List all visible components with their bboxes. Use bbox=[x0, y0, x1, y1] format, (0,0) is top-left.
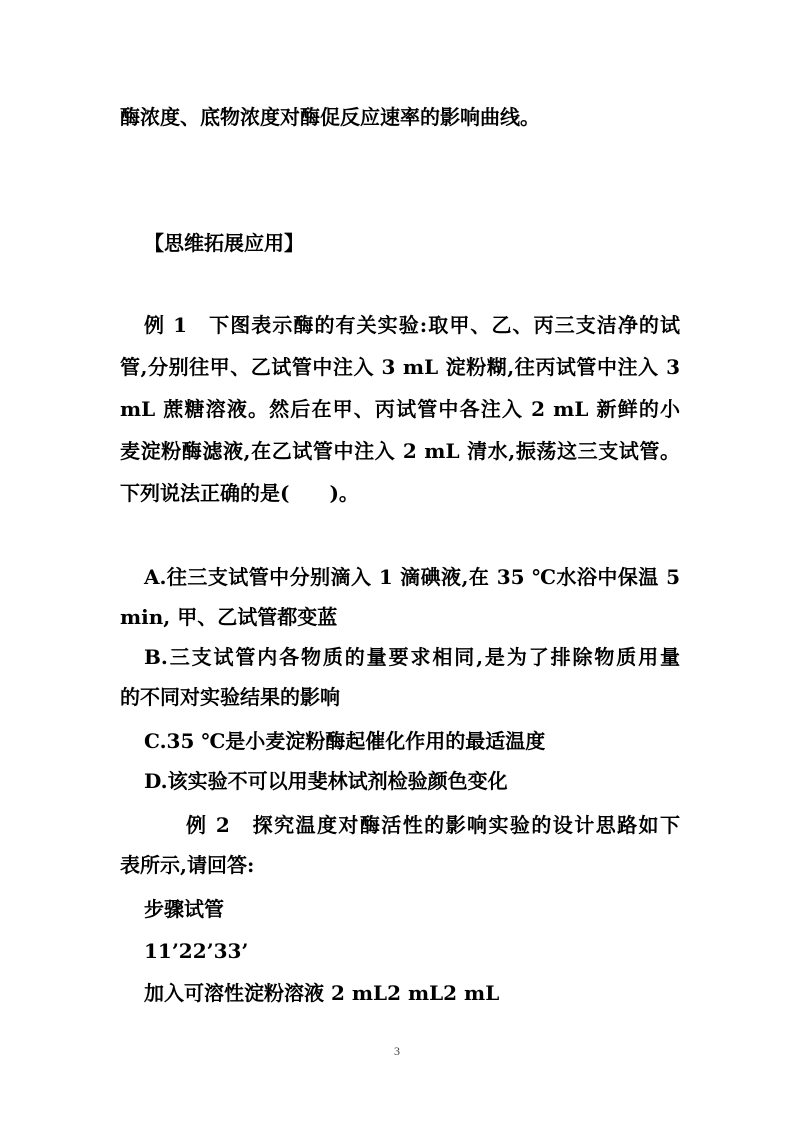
example-1-question: 下列说法正确的是( )。 bbox=[120, 481, 359, 505]
option-c: C.35 ℃是小麦淀粉酶起催化作用的最适温度 bbox=[144, 729, 546, 753]
example-1-line-1: 例 1 下图表示酶的有关实验:取甲、乙、丙三支洁净的试 bbox=[144, 313, 680, 337]
text-line-intro: 酶浓度、底物浓度对酶促反应速率的影响曲线。 bbox=[120, 105, 540, 129]
example-1-line-4: 麦淀粉酶滤液,在乙试管中注入 2 mL 清水,振荡这三支试管。 bbox=[120, 439, 680, 463]
example-2-line-1: 例 2 探究温度对酶活性的影响实验的设计思路如下 bbox=[186, 813, 680, 837]
example-1-line-2: 管,分别往甲、乙试管中注入 3 mL 淀粉糊,往丙试管中注入 3 bbox=[120, 355, 680, 379]
option-a-line-2: min, 甲、乙试管都变蓝 bbox=[120, 605, 338, 629]
table-header-text: 步骤试管 bbox=[144, 897, 224, 921]
example-1-line-3: mL 蔗糖溶液。然后在甲、丙试管中各注入 2 mL 新鲜的小 bbox=[120, 397, 680, 421]
option-b-line-1: B.三支试管内各物质的量要求相同,是为了排除物质用量 bbox=[144, 645, 680, 669]
table-step-1: 加入可溶性淀粉溶液 2 mL2 mL2 mL bbox=[144, 981, 500, 1005]
table-tube-labels: 11’22’33’ bbox=[144, 939, 249, 963]
option-b-line-2: 的不同对实验结果的影响 bbox=[120, 685, 340, 709]
section-heading: 【思维拓展应用】 bbox=[144, 231, 304, 255]
page-number: 3 bbox=[394, 1044, 400, 1058]
option-d: D.该实验不可以用斐林试剂检验颜色变化 bbox=[144, 769, 508, 793]
option-a-line-1: A.往三支试管中分别滴入 1 滴碘液,在 35 ℃水浴中保温 5 bbox=[144, 565, 680, 589]
example-2-line-2: 表所示,请回答: bbox=[120, 853, 255, 877]
